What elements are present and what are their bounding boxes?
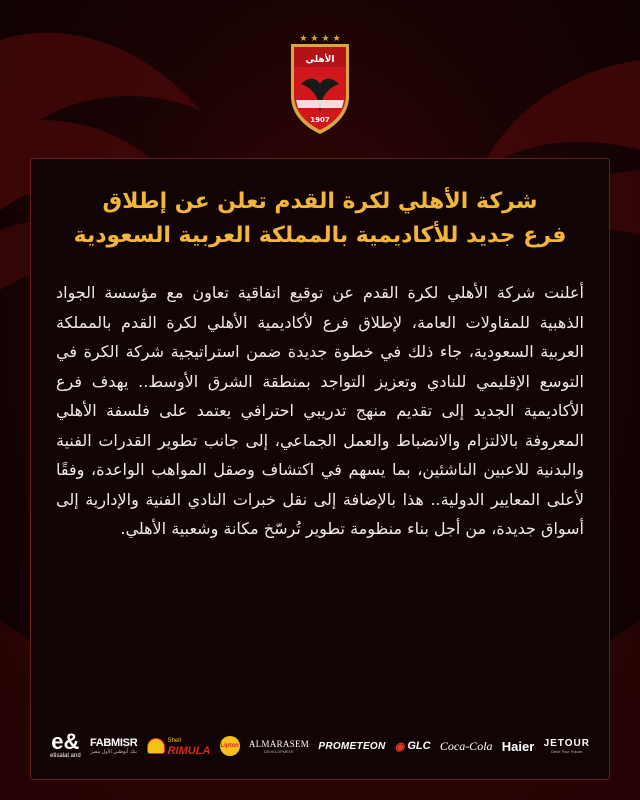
sponsor-fabmisr-logo — [90, 737, 137, 755]
sponsor-glc-logo — [395, 740, 431, 753]
almarasem-name: ALMARASEM — [248, 738, 310, 749]
sponsor-coca-cola-logo: Coca-Cola — [439, 738, 493, 753]
shell-icon — [147, 738, 165, 754]
sponsor-almarasem-logo — [249, 739, 309, 754]
etisalat-name: etisalat and — [50, 753, 81, 759]
jetour-sub: Drive Your Future — [551, 749, 583, 754]
crest-year: 1907 — [310, 116, 330, 124]
headline-line-1: شركة الأهلي لكرة القدم تعلن عن إطلاق — [102, 189, 538, 214]
glc-icon: ◉ — [394, 740, 405, 753]
sponsor-shell-rimula-logo — [147, 736, 211, 756]
shell-product: RIMULA — [167, 745, 211, 757]
etisalat-mark: e& — [51, 729, 80, 754]
headline — [50, 185, 590, 253]
star-icon: ★ — [310, 34, 319, 44]
star-icon: ★ — [321, 34, 330, 44]
fab-sub: بنك أبوظبي الأول مصر — [90, 749, 137, 755]
fab-name: FABMISR — [89, 737, 138, 749]
article-body: أعلنت شركة الأهلي لكرة القدم عن توقيع اتفاقية تعاون مع مؤسسة الجواد الذهبية للمقاولات العامة، لإطلاق فرع لأكاديمية الأهلي لكرة القدم بالمملكة العربية السعودية، جاء ذلك في خطوة جديدة ضمن استراتيجية شركة الكرة في التوسع الإقليمي للنادي وتعزيز التواجد بمنطقة الشرق الأوسط.. يهدف فرع الأكاديمية الجديد إلى تقديم منهج تدريبي احترافي يعتمد على فلسفة الأهلي المعروفة بالالتزام والانضباط والعمل الجماعي، إلى جانب تطوير القدرات الفنية والبدنية للاعبين الناشئين، بما يسهم في اكتشاف وصقل المواهب الواعدة، وفقًا لأعلى المعايير الدولية.. هذا بالإضافة إلى نقل خبرات النادي الفنية والإدارية إلى أسواق جديدة، من أجل بناء منظومة تطوير تُرسّخ مكانة وشعبية الأهلي. — [56, 283, 584, 538]
star-icon: ★ — [332, 34, 341, 44]
glc-name: GLC — [407, 740, 431, 752]
sponsor-etisalat-logo — [50, 729, 81, 760]
headline-line-2: فرع جديد للأكاديمية بالمملكة العربية السعودية — [73, 223, 567, 248]
almarasem-sub: DEVELOPMENT — [263, 748, 295, 754]
sponsor-lipton-logo: Lipton — [220, 736, 240, 756]
star-icon: ★ — [299, 34, 308, 44]
shell-brand: Shell — [167, 738, 181, 744]
jetour-name: JETOUR — [543, 738, 590, 749]
sponsor-prometeon-logo: PROMETEON — [318, 740, 386, 752]
crest-top-text: الأهلي — [305, 55, 335, 65]
sponsor-jetour-logo — [544, 738, 590, 754]
al-ahly-crest-logo — [287, 36, 353, 136]
sponsors-bar — [50, 724, 590, 768]
sponsor-haier-logo: Haier — [501, 738, 535, 754]
